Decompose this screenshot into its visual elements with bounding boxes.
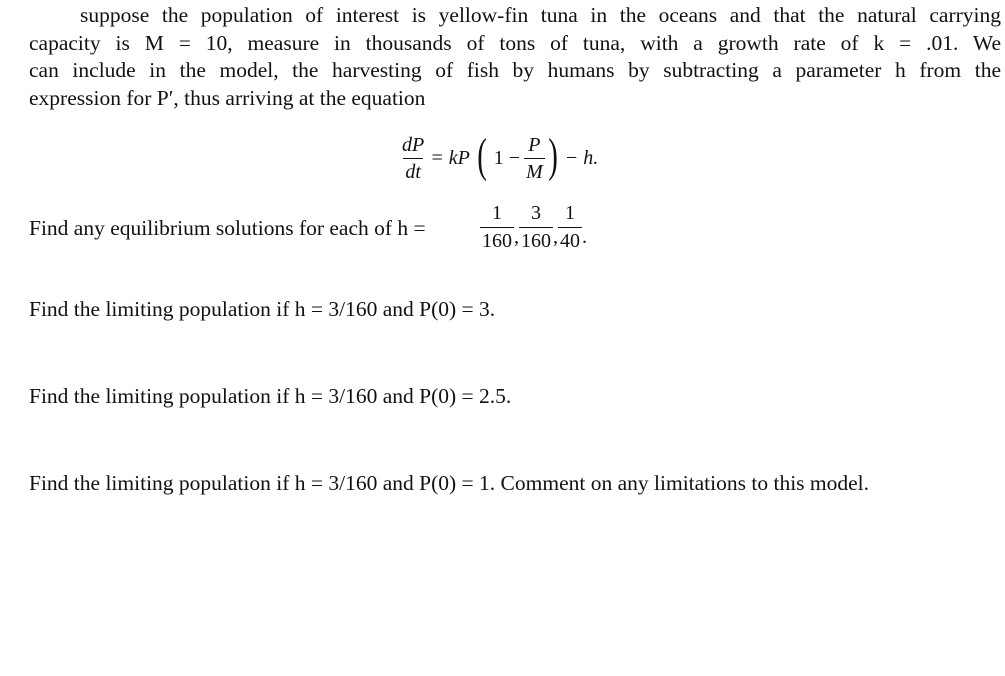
harvest-value-2-num: 3 xyxy=(531,202,541,224)
intro-line-2: capacity is M = 10, measure in thousands of tons of tuna, with a growth rate of k = .01. We xyxy=(29,30,1001,55)
question-limit-1: Find the limiting population if h = 3/160 and P(0) = 1. Comment on any limitations to this model. xyxy=(29,471,870,495)
ratio-fraction xyxy=(524,135,545,182)
question-limit-2-5: Find the limiting population if h = 3/160 and P(0) = 2.5. xyxy=(29,384,512,408)
harvest-sep-1: , xyxy=(514,226,519,248)
harvest-value-3 xyxy=(558,203,582,251)
harvest-value-2 xyxy=(519,203,553,251)
harvest-value-1-num: 1 xyxy=(492,202,502,224)
left-paren: ( xyxy=(477,129,487,182)
ratio-numerator: P xyxy=(528,133,541,156)
equals-kp: = kP xyxy=(430,146,470,169)
harvest-value-2-den: 160 xyxy=(519,227,553,251)
right-paren: ) xyxy=(547,129,558,182)
question-equilibrium xyxy=(29,216,426,241)
derivative-denominator: dt xyxy=(403,158,423,182)
harvest-value-3-den: 40 xyxy=(558,227,582,251)
question-limit-3: Find the limiting population if h = 3/160 and P(0) = 3. xyxy=(29,297,496,321)
harvest-value-1-den: 160 xyxy=(480,227,514,251)
question-equilibrium-text: Find any equilibrium solutions for each of h = xyxy=(29,216,426,240)
intro-line-3: can include in the model, the harvesting of fish by humans by subtracting a parameter h from the xyxy=(29,58,1001,82)
derivative-fraction xyxy=(400,135,426,182)
intro-line-4: expression for P′, thus arriving at the equation xyxy=(29,85,426,110)
derivative-numerator: dP xyxy=(402,133,425,156)
harvest-value-1 xyxy=(480,203,514,251)
logistic-harvest-equation xyxy=(400,128,602,188)
harvest-value-3-num: 1 xyxy=(565,202,575,224)
harvest-values xyxy=(480,203,587,251)
harvest-sep-3: . xyxy=(582,226,587,248)
ratio-denominator: M xyxy=(524,158,545,182)
intro-line-1: suppose the population of interest is yellow-fin tuna in the oceans and that the natural carrying xyxy=(80,3,1001,27)
minus-h: − h. xyxy=(564,146,599,169)
intro-paragraph xyxy=(29,2,1001,112)
harvest-sep-2: , xyxy=(553,226,558,248)
one-minus: 1 − xyxy=(493,146,521,169)
